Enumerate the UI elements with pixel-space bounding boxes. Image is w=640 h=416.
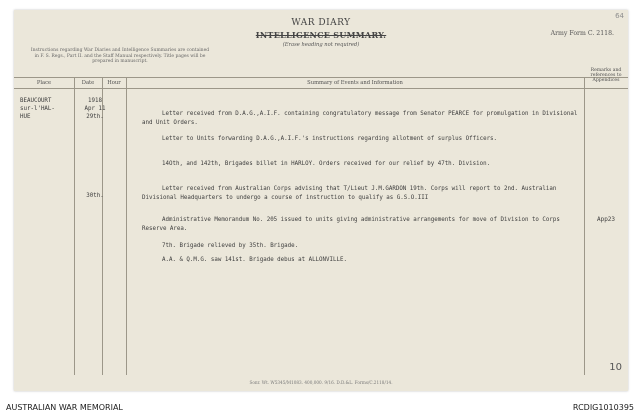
table-top-rule [14,77,628,78]
army-form-number: Army Form C. 2118. [550,30,614,37]
hour-column-header: Hour [107,80,121,86]
column-divider [74,77,75,375]
war-diary-page [14,10,628,391]
form-subtitle: INTELLIGENCE SUMMARY. [255,30,387,40]
date-column-header: Date [81,80,95,86]
column-divider [126,77,127,375]
diary-entry: A.A. & Q.M.G. saw 141st. Brigade debus at ALLONVILLE. [162,257,347,263]
header-bottom-rule [14,88,628,89]
second-date: 30th. [86,193,104,199]
place-column-header: Place [36,80,52,86]
erase-note: (Erase heading not required) [282,42,360,48]
side-number: 10 [609,362,622,373]
date-line: 29th. [86,114,104,120]
diary-entry: Administrative Memorandum No. 205 issued to units giving administrative arrangements for move of Division to Corps Reserve Area. [142,217,560,232]
date-line: 1918 [88,98,102,104]
footer-imprint: Sonr. Wt. W5345/M1083. 400,000. 9/16. D.D.&L. Forms/C.2118/14. [249,380,393,385]
diary-entry: 14Oth, and 142th, Brigades billet in HARLOY. Orders received for our relief by 47th. Division. [162,161,491,167]
form-title: WAR DIARY [291,18,351,28]
remarks-column-header: Remarks and references to Appendices [590,68,622,84]
column-divider [102,77,103,375]
column-divider [584,77,585,375]
place-line: sur-l'HAL- [20,106,55,112]
diary-entry: Letter to Units forwarding D.A.G.,A.I.F.'s instructions regarding allotment of surplus Officers. [162,136,498,142]
date-line: Apr 11 [84,106,106,112]
archive-reference: RCDIG1010395 [572,403,634,412]
archive-caption: AUSTRALIAN WAR MEMORIAL [6,403,123,412]
diary-entry: Letter received from Australian Corps advising that T/Lieut J.M.GARDON 19th. Corps will report to 2nd. Australian Divisional Headquarters to undergo a course of instruction to qualify as G.S.O.III [142,186,557,201]
place-line: BEAUCOURT [20,98,52,104]
page-number: 64 [615,12,624,20]
diary-entry: Letter received from D.A.G.,A.I.F. containing congratulatory message from Senator PEARCE for promulgation in Divisional and Unit Orders. [142,111,578,126]
place-line: HUE [20,114,31,120]
summary-column-header: Summary of Events and Information [307,80,403,86]
diary-entry: 7th. Brigade relieved by 35th. Brigade. [162,243,299,249]
appendix-reference: App23 [596,216,616,223]
instructions-note: Instructions regarding War Diaries and Intelligence Summaries are contained in F. S. Regs., Part II. and the Staff Manual respectively. Title pages will be prepared in manuscript. [30,48,210,65]
